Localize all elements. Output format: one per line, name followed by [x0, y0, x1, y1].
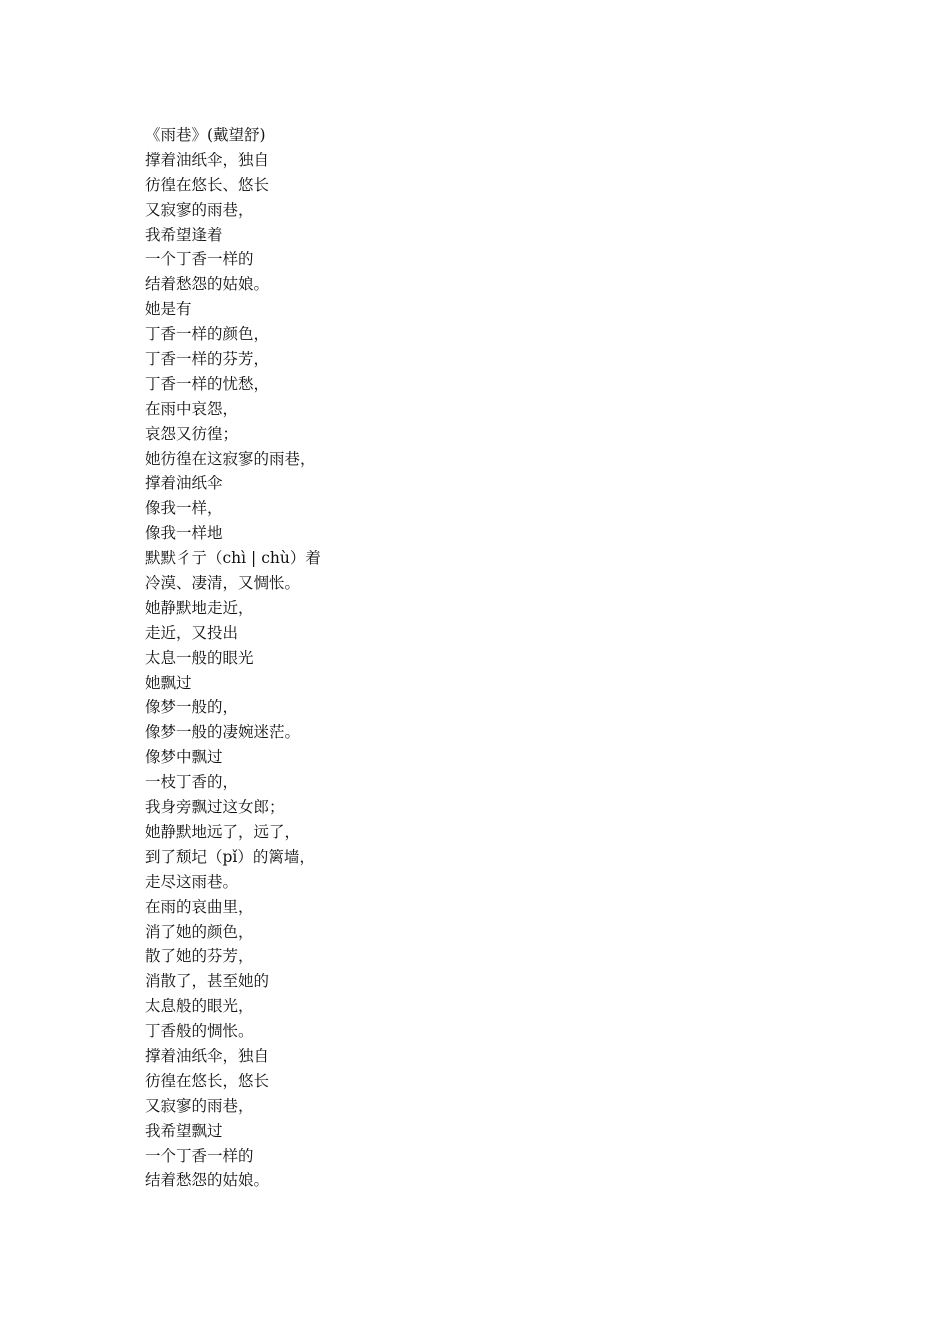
- poem-line: 她是有: [145, 300, 192, 319]
- poem-line: 撑着油纸伞: [145, 474, 223, 493]
- poem-line: 丁香一样的芬芳，: [145, 350, 270, 369]
- poem-line: 一枝丁香的，: [145, 773, 239, 792]
- poem-line: 消散了，甚至她的: [145, 972, 270, 991]
- poem-line: 到了颓圮（pǐ）的篱墙，: [145, 847, 315, 866]
- poem-line: 在雨中哀怨，: [145, 399, 239, 418]
- poem-line: 太息一般的眼光: [145, 648, 254, 667]
- poem-line: 冷漠、凄清，又惆怅。: [145, 574, 301, 593]
- poem-line: 她飘过: [145, 673, 192, 692]
- poem-line: 我希望逢着: [145, 225, 223, 244]
- poem-line: 丁香一样的忧愁，: [145, 374, 270, 393]
- poem-line: 我希望飘过: [145, 1121, 223, 1140]
- poem-line: 彷徨在悠长，悠长: [145, 1071, 270, 1090]
- poem-line: 结着愁怨的姑娘。: [145, 275, 270, 294]
- poem-line: 她彷徨在这寂寥的雨巷，: [145, 449, 316, 468]
- poem-line: 走近，又投出: [145, 623, 239, 642]
- poem-line: 散了她的芬芳，: [145, 947, 254, 966]
- poem-line: 哀怨又彷徨；: [145, 424, 239, 443]
- poem-line: 一个丁香一样的: [145, 250, 254, 269]
- poem-line: 走尽这雨巷。: [145, 872, 239, 891]
- poem-line: 丁香一样的颜色，: [145, 325, 270, 344]
- poem-line: 我身旁飘过这女郎；: [145, 798, 285, 817]
- poem-line: 默默彳亍（chì | chù）着: [145, 549, 321, 568]
- poem-line: 结着愁怨的姑娘。: [145, 1171, 270, 1190]
- poem-line: 消了她的颜色，: [145, 922, 254, 941]
- poem-line: 像梦中飘过: [145, 748, 223, 767]
- poem-line: 像梦一般的，: [145, 698, 239, 717]
- poem-line: 撑着油纸伞，独自: [145, 1046, 270, 1065]
- poem-line: 她静默地走近，: [145, 598, 254, 617]
- poem-line: 像我一样地: [145, 524, 223, 543]
- poem-line: 她静默地远了，远了，: [145, 822, 301, 841]
- poem-lines: [145, 148, 845, 1193]
- poem-line: 又寂寥的雨巷，: [145, 1096, 254, 1115]
- poem-line: 丁香般的惆怅。: [145, 1022, 254, 1041]
- poem-line: 太息般的眼光，: [145, 997, 254, 1016]
- poem-line: 撑着油纸伞，独自: [145, 150, 270, 169]
- poem-line: 彷徨在悠长、悠长: [145, 175, 270, 194]
- poem-line: 像我一样，: [145, 499, 223, 518]
- poem-line: 又寂寥的雨巷，: [145, 200, 254, 219]
- poem-line: 像梦一般的凄婉迷茫。: [145, 723, 301, 742]
- poem-title: 《雨巷》(戴望舒): [145, 126, 266, 144]
- poem-line: 一个丁香一样的: [145, 1146, 254, 1165]
- poem-body: [145, 123, 845, 1193]
- poem-line: 在雨的哀曲里，: [145, 897, 254, 916]
